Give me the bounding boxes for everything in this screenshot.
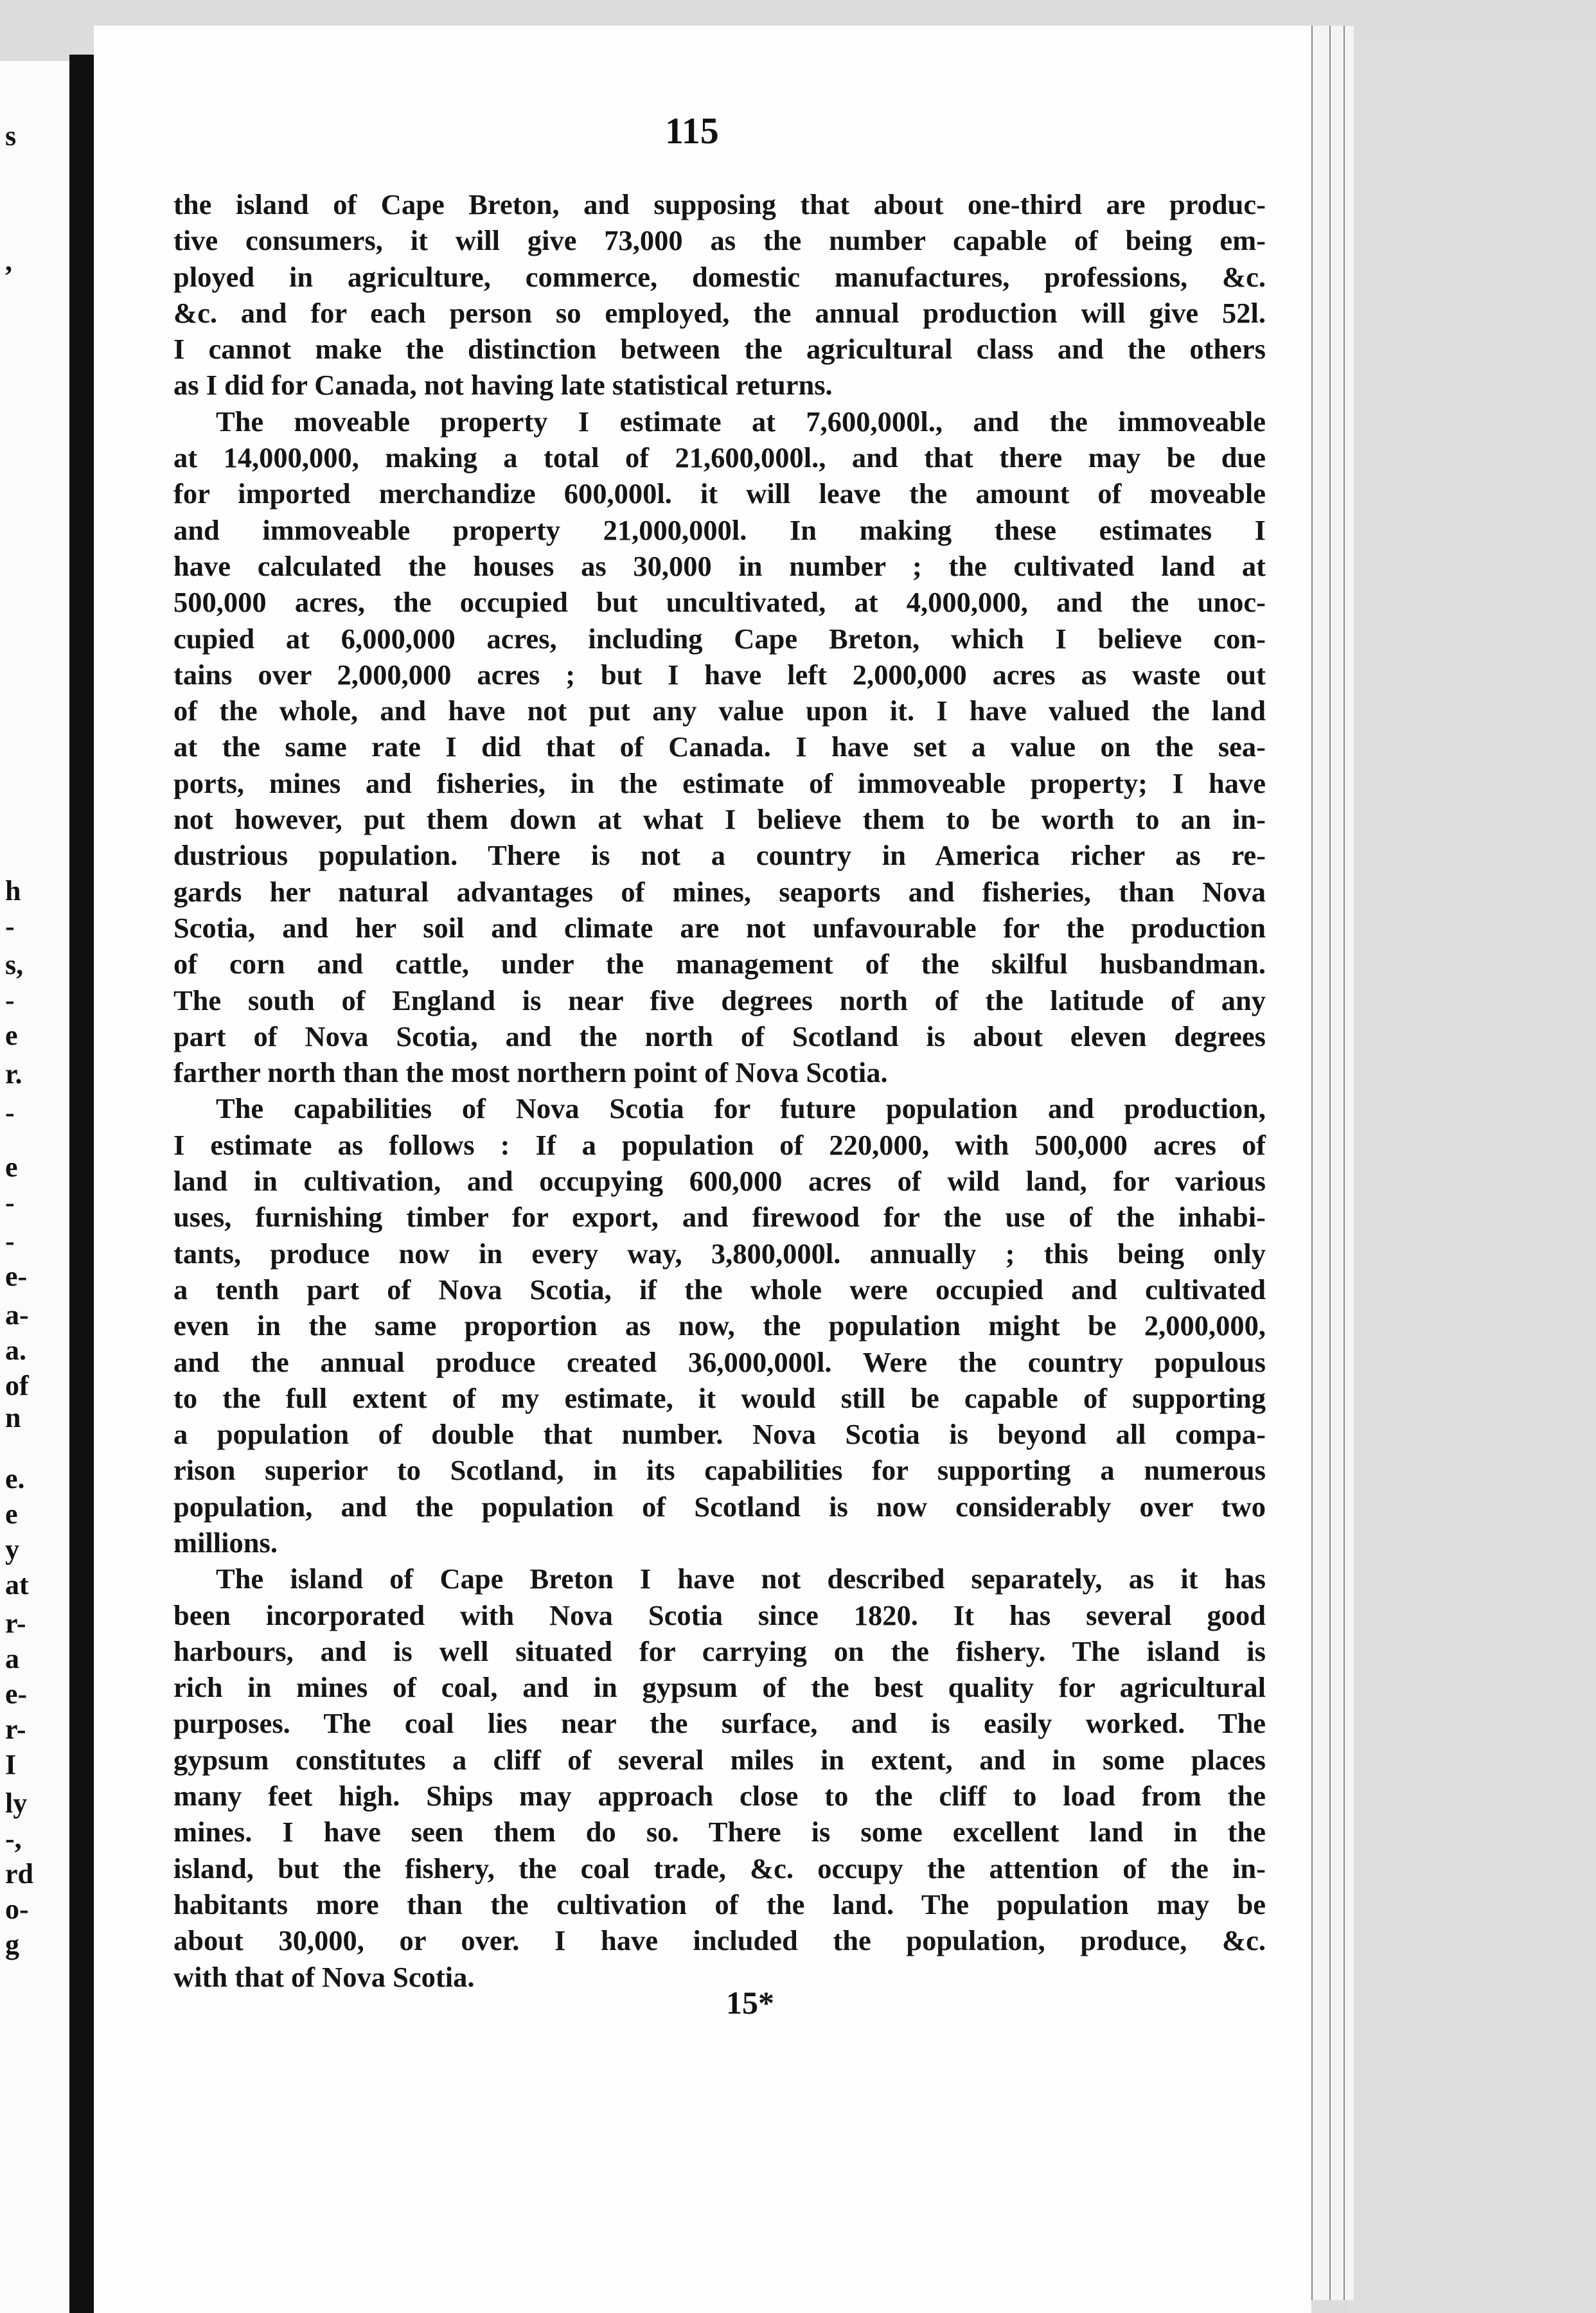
text-line: gypsum constitutes a cliff of several miles in extent, and in some places (173, 1743, 1266, 1776)
text-line: about 30,000, or over. I have included the population, produce, &c. (173, 1924, 1266, 1957)
facing-page-text-fragment: - (5, 1225, 15, 1257)
facing-page-text-fragment: - (5, 984, 15, 1016)
facing-page-text-fragment: s (5, 120, 17, 152)
text-line: and immoveable property 21,000,000l. In making these estimates I (173, 513, 1266, 546)
text-line: The island of Cape Breton I have not described separately, as it has (216, 1563, 1266, 1595)
facing-page-text-fragment: r- (5, 1714, 26, 1745)
facing-page-text-fragment: e (5, 1020, 18, 1051)
signature-mark: 15* (726, 1985, 774, 2021)
facing-page-text-fragment: a (5, 1643, 19, 1674)
text-line: harbours, and is well situated for carrying on the fishery. The island is (173, 1635, 1266, 1667)
facing-page-text-fragment: , (5, 245, 12, 277)
text-line: ports, mines and fisheries, in the estimate of immoveable property; I have (173, 767, 1266, 799)
text-line: gards her natural advantages of mines, seaports and fisheries, than Nova (173, 875, 1266, 908)
facing-page-text-fragment: y (5, 1534, 19, 1565)
text-line: of the whole, and have not put any value upon it. I have valued the land (173, 695, 1266, 727)
book-gutter (69, 55, 94, 2313)
text-line: population, and the population of Scotland is now considerably over two (173, 1490, 1266, 1523)
facing-page-text-fragment: I (5, 1749, 17, 1780)
text-line: tants, produce now in every way, 3,800,000l. annually ; this being only (173, 1237, 1266, 1270)
text-line: The south of England is near five degrees north of the latitude of any (173, 984, 1266, 1016)
paragraph (173, 1561, 1266, 1995)
page-edge (1329, 26, 1345, 2300)
text-line: The capabilities of Nova Scotia for future population and production, (216, 1092, 1266, 1125)
text-line: a population of double that number. Nova Scotia is beyond all compa- (173, 1418, 1266, 1451)
facing-page-text-fragment: - (5, 1187, 15, 1218)
text-line: millions. (173, 1526, 278, 1559)
facing-page-text-fragment: e- (5, 1678, 28, 1710)
text-line: as I did for Canada, not having late statistical returns. (173, 369, 833, 402)
text-line: The moveable property I estimate at 7,600,000l., and the immoveable (216, 405, 1266, 438)
text-line: rich in mines of coal, and in gypsum of the best quality for agricultural (173, 1671, 1266, 1704)
text-line: even in the same proportion as now, the population might be 2,000,000, (173, 1309, 1266, 1342)
page-edge (1311, 26, 1331, 2300)
text-line: the island of Cape Breton, and supposing that about one-third are produc- (173, 188, 1266, 220)
facing-page-text-fragment: rd (5, 1858, 33, 1890)
text-line: farther north than the most northern point of Nova Scotia. (173, 1056, 888, 1089)
paragraph (173, 186, 1266, 403)
text-line: been incorporated with Nova Scotia since 1820. It has several good (173, 1599, 1266, 1631)
background-surface (1349, 39, 1596, 2313)
text-line: purposes. The coal lies near the surface, and is easily worked. The (173, 1707, 1266, 1740)
page-edge (1343, 26, 1354, 2300)
text-line: rison superior to Scotland, in its capabilities for supporting a numerous (173, 1454, 1266, 1487)
facing-page-text-fragment: e- (5, 1261, 28, 1292)
facing-page-text-fragment: r. (5, 1058, 22, 1090)
facing-page-text-fragment: -, (5, 1823, 22, 1854)
text-line: 500,000 acres, the occupied but uncultivated, at 4,000,000, and the unoc- (173, 586, 1266, 619)
facing-page-text-fragment: n (5, 1402, 21, 1433)
text-line: land in cultivation, and occupying 600,000 acres of wild land, for various (173, 1165, 1266, 1198)
facing-page-text-fragment: e (5, 1151, 18, 1183)
text-line: ployed in agriculture, commerce, domestic manufactures, professions, &c. (173, 260, 1266, 293)
text-line: part of Nova Scotia, and the north of Scotland is about eleven degrees (173, 1020, 1266, 1052)
text-line: at 14,000,000, making a total of 21,600,000l., and that there may be due (173, 441, 1266, 474)
text-line: Scotia, and her soil and climate are not unfavourable for the production (173, 911, 1266, 944)
text-line: to the full extent of my estimate, it would still be capable of supporting (173, 1381, 1266, 1414)
text-line: cupied at 6,000,000 acres, including Cape Breton, which I believe con- (173, 622, 1266, 655)
text-line: tains over 2,000,000 acres ; but I have left 2,000,000 acres as waste out (173, 658, 1266, 691)
text-line: not however, put them down at what I believe them to be worth to an in- (173, 803, 1266, 836)
page-number: 115 (665, 110, 719, 152)
text-line: a tenth part of Nova Scotia, if the whole were occupied and cultivated (173, 1273, 1266, 1306)
text-line: have calculated the houses as 30,000 in number ; the cultivated land at (173, 549, 1266, 582)
facing-page-text-fragment: - (5, 1097, 15, 1128)
facing-page-text-fragment: r- (5, 1608, 26, 1639)
facing-page-text-fragment: e (5, 1498, 18, 1530)
text-line: mines. I have seen them do so. There is some excellent land in the (173, 1816, 1266, 1848)
text-line: at the same rate I did that of Canada. I have set a value on the sea- (173, 731, 1266, 763)
text-line: habitants more than the cultivation of the land. The population may be (173, 1888, 1266, 1920)
text-line: of corn and cattle, under the management of the skilful husbandman. (173, 948, 1266, 980)
text-line: with that of Nova Scotia. (173, 1960, 475, 1993)
facing-page-text-fragment: o- (5, 1893, 29, 1925)
body-text (173, 186, 1266, 1995)
text-line: I estimate as follows : If a population of 220,000, with 500,000 acres of (173, 1128, 1266, 1161)
text-line: &c. and for each person so employed, the annual production will give 52l. (173, 296, 1266, 329)
facing-page-text-fragment: h (5, 875, 21, 907)
facing-page-text-fragment: ly (5, 1787, 28, 1819)
text-line: dustrious population. There is not a country in America richer as re- (173, 839, 1266, 872)
text-line: tive consumers, it will give 73,000 as the number capable of being em- (173, 224, 1266, 257)
facing-page-text-fragment: at (5, 1569, 29, 1600)
text-line: island, but the fishery, the coal trade, &c. occupy the attention of the in- (173, 1852, 1266, 1884)
facing-page-text-fragment: a. (5, 1334, 26, 1366)
facing-page-text-fragment: g (5, 1929, 19, 1960)
text-line: and the annual produce created 36,000,000l. Were the country populous (173, 1345, 1266, 1378)
facing-page-text-fragment: - (5, 910, 15, 942)
text-line: uses, furnishing timber for export, and firewood for the use of the inhabi- (173, 1201, 1266, 1234)
facing-page-text-fragment: of (5, 1370, 29, 1401)
facing-page-text-fragment: a- (5, 1299, 29, 1331)
text-line: for imported merchandize 600,000l. it will leave the amount of moveable (173, 477, 1266, 510)
text-line: I cannot make the distinction between the agricultural class and the others (173, 333, 1266, 366)
paragraph (173, 1090, 1266, 1561)
facing-page-text-fragment: e. (5, 1463, 25, 1494)
text-line: many feet high. Ships may approach close to the cliff to load from the (173, 1780, 1266, 1812)
facing-page-text-fragment: s, (5, 949, 24, 980)
paragraph (173, 403, 1266, 1091)
